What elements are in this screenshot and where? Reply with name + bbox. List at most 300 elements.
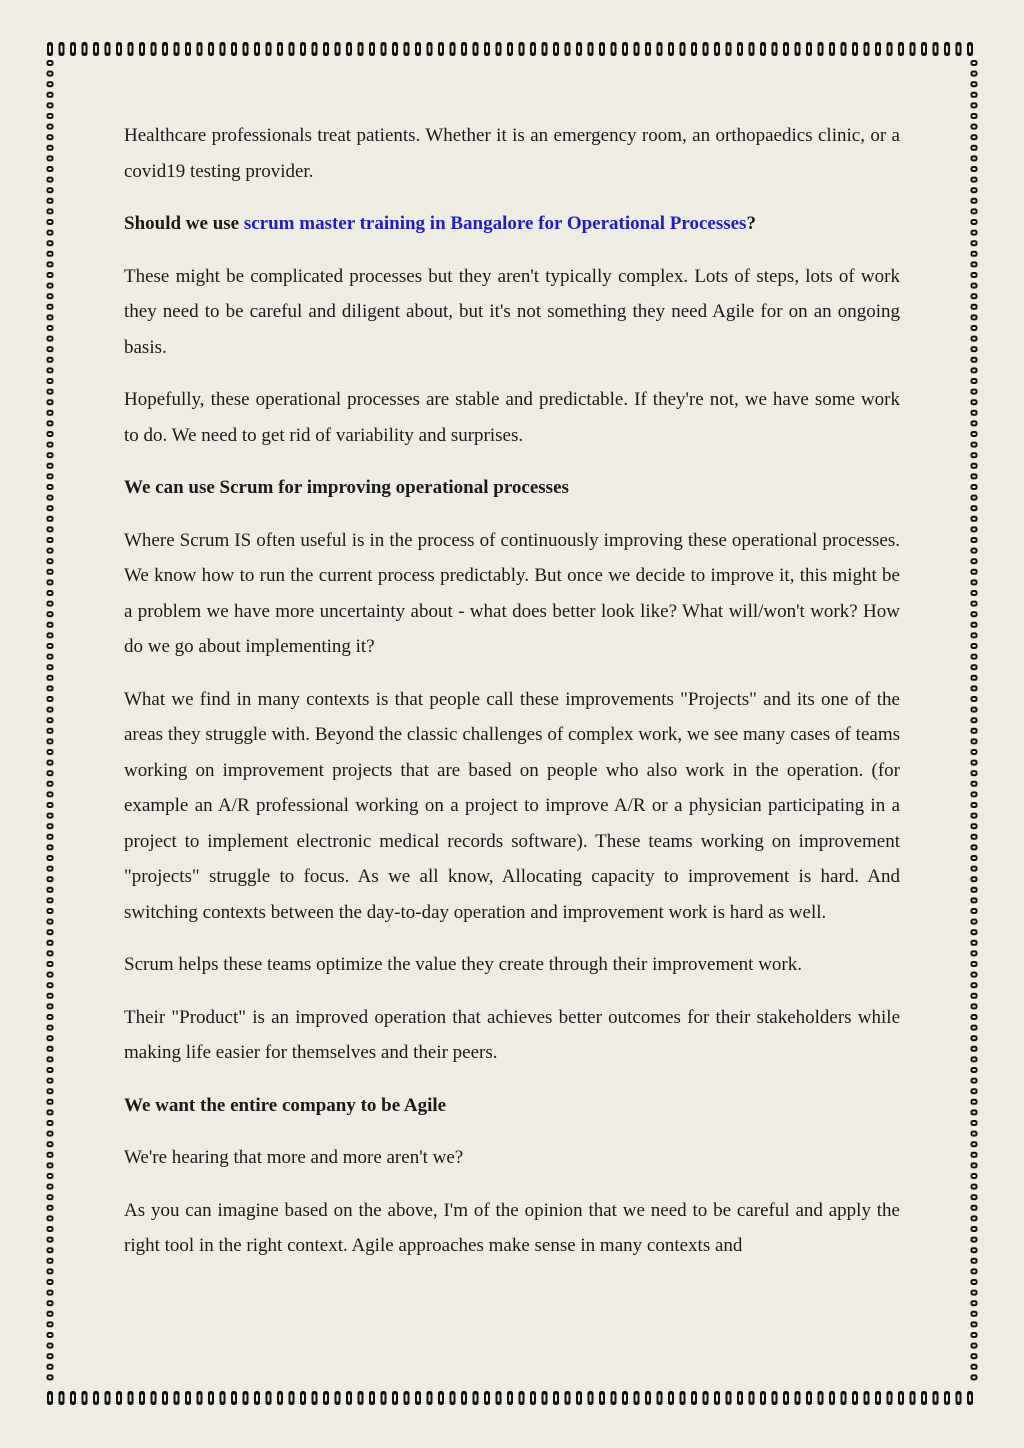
border-link: [47, 357, 54, 363]
border-link: [680, 1391, 686, 1405]
border-link: [971, 463, 978, 469]
border-link: [971, 696, 978, 702]
border-link: [737, 42, 743, 56]
border-link: [971, 293, 978, 299]
border-link: [254, 42, 260, 56]
border-link: [971, 982, 978, 988]
border-link: [47, 717, 54, 723]
border-link: [971, 1088, 978, 1094]
border-link: [289, 1391, 295, 1405]
border-link: [971, 304, 978, 310]
border-link: [507, 42, 513, 56]
border-link: [971, 866, 978, 872]
border-link: [967, 42, 973, 56]
border-link: [47, 293, 54, 299]
border-link: [82, 1391, 88, 1405]
border-link: [971, 961, 978, 967]
border-link: [971, 887, 978, 893]
border-link: [47, 802, 54, 808]
border-link: [971, 81, 978, 87]
border-link: [971, 908, 978, 914]
border-link: [47, 389, 54, 395]
border-link: [971, 1046, 978, 1052]
border-link: [47, 505, 54, 511]
border-link: [971, 1035, 978, 1041]
border-link: [971, 781, 978, 787]
border-link: [971, 198, 978, 204]
border-link: [47, 1056, 54, 1062]
border-link: [971, 346, 978, 352]
border-link: [971, 1321, 978, 1327]
border-link: [415, 1391, 421, 1405]
border-link: [174, 1391, 180, 1405]
border-link: [47, 145, 54, 151]
border-link: [484, 42, 490, 56]
border-link: [369, 42, 375, 56]
border-link: [971, 145, 978, 151]
paragraph: As you can imagine based on the above, I'm of the opinion that we need to be careful and apply the right tool in the right context. Agile approaches make sense in many contexts and: [124, 1199, 900, 1256]
border-link: [971, 791, 978, 797]
border-link: [47, 728, 54, 734]
border-link: [47, 611, 54, 617]
border-link: [971, 1364, 978, 1370]
border-link: [47, 1258, 54, 1264]
border-link: [47, 346, 54, 352]
border-link: [47, 1025, 54, 1031]
border-link: [703, 42, 709, 56]
border-link: [197, 1391, 203, 1405]
border-link: [703, 1391, 709, 1405]
paragraph: Hopefully, these operational processes are stable and predictable. If they're not, we have some work to do. We need to get rid of variability and surprises.: [124, 389, 900, 446]
border-link: [749, 42, 755, 56]
border-link: [971, 283, 978, 289]
border-link: [392, 1391, 398, 1405]
border-link: [795, 1391, 801, 1405]
border-link: [47, 738, 54, 744]
border-link: [47, 654, 54, 660]
border-link: [47, 378, 54, 384]
paragraph: Their "Product" is an improved operation that achieves better outcomes for their stakeholders while making life easier for themselves and their peers.: [124, 1006, 900, 1063]
border-link: [971, 760, 978, 766]
border-link: [47, 664, 54, 670]
border-link: [576, 42, 582, 56]
border-link: [971, 1109, 978, 1115]
border-link: [47, 261, 54, 267]
border-link: [971, 611, 978, 617]
border-link: [47, 71, 54, 77]
border-link: [971, 187, 978, 193]
border-link: [971, 919, 978, 925]
border-link: [47, 601, 54, 607]
border-link: [47, 134, 54, 140]
border-link: [971, 664, 978, 670]
border-link: [461, 1391, 467, 1405]
border-link: [47, 314, 54, 320]
border-link: [971, 1099, 978, 1105]
border-link: [47, 1194, 54, 1200]
border-link: [971, 844, 978, 850]
border-link: [47, 1237, 54, 1243]
border-link: [47, 1290, 54, 1296]
border-link: [266, 1391, 272, 1405]
border-link: [139, 1391, 145, 1405]
border-link: [542, 1391, 548, 1405]
border-link: [971, 219, 978, 225]
border-link: [47, 1014, 54, 1020]
border-link: [47, 897, 54, 903]
border-link: [47, 622, 54, 628]
border-link: [220, 42, 226, 56]
border-link: [47, 1215, 54, 1221]
border-link: [971, 707, 978, 713]
document-body: [124, 118, 900, 1281]
border-link: [772, 42, 778, 56]
border-link: [139, 42, 145, 56]
border-link: [47, 1035, 54, 1041]
border-link: [971, 325, 978, 331]
border-link: [47, 1311, 54, 1317]
border-link: [971, 1279, 978, 1285]
border-link: [47, 749, 54, 755]
border-link: [174, 42, 180, 56]
border-link: [47, 643, 54, 649]
border-link: [47, 410, 54, 416]
border-link: [599, 42, 605, 56]
border-link: [243, 1391, 249, 1405]
border-link: [576, 1391, 582, 1405]
border-link: [971, 834, 978, 840]
border-link: [971, 526, 978, 532]
border-link: [381, 1391, 387, 1405]
border-link: [47, 950, 54, 956]
border-link: [971, 442, 978, 448]
border-link: [971, 1014, 978, 1020]
border-link: [565, 1391, 571, 1405]
border-link: [971, 749, 978, 755]
border-link: [971, 230, 978, 236]
border-link: [47, 696, 54, 702]
border-link: [530, 1391, 536, 1405]
border-link: [971, 579, 978, 585]
border-link: [971, 473, 978, 479]
border-link: [323, 1391, 329, 1405]
border-bottom: [47, 1391, 973, 1405]
border-link: [93, 42, 99, 56]
border-link: [634, 42, 640, 56]
border-link: [47, 1099, 54, 1105]
border-link: [220, 1391, 226, 1405]
border-link: [875, 1391, 881, 1405]
border-link: [427, 1391, 433, 1405]
border-link: [864, 1391, 870, 1405]
border-link: [47, 813, 54, 819]
border-link: [795, 42, 801, 56]
border-link: [47, 177, 54, 183]
border-link: [898, 42, 904, 56]
border-link: [971, 389, 978, 395]
border-link: [588, 42, 594, 56]
border-link: [358, 42, 364, 56]
border-link: [971, 505, 978, 511]
border-link: [841, 1391, 847, 1405]
border-link: [47, 92, 54, 98]
border-link: [254, 1391, 260, 1405]
border-link: [971, 92, 978, 98]
border-link: [818, 42, 824, 56]
border-link: [47, 569, 54, 575]
border-link: [47, 632, 54, 638]
border-link: [47, 124, 54, 130]
border-link: [971, 1194, 978, 1200]
border-link: [519, 1391, 525, 1405]
border-link: [93, 1391, 99, 1405]
border-link: [47, 590, 54, 596]
border-link: [910, 1391, 916, 1405]
section-heading: We can use Scrum for improving operational processes: [124, 477, 569, 498]
border-link: [668, 42, 674, 56]
border-link: [128, 42, 134, 56]
border-link: [59, 1391, 65, 1405]
section-heading: We want the entire company to be Agile: [124, 1094, 447, 1116]
border-link: [105, 1391, 111, 1405]
border-link: [971, 357, 978, 363]
border-link: [47, 1109, 54, 1115]
border-link: [47, 770, 54, 776]
border-link: [47, 442, 54, 448]
paragraph: These might be complicated processes but they aren't typically complex. Lots of steps, lots of work they need to be careful and diligent about, but it's not something they need Agile for on an ongoing basis.: [124, 265, 900, 358]
border-link: [971, 897, 978, 903]
border-link: [956, 1391, 962, 1405]
border-link: [197, 42, 203, 56]
border-link: [47, 929, 54, 935]
border-link: [875, 42, 881, 56]
border-link: [829, 42, 835, 56]
border-link: [47, 399, 54, 405]
border-link: [898, 1391, 904, 1405]
border-link: [971, 558, 978, 564]
border-link: [971, 1215, 978, 1221]
border-link: [47, 42, 53, 56]
border-link: [841, 42, 847, 56]
border-link: [208, 1391, 214, 1405]
heading-text: ?: [746, 213, 756, 234]
border-link: [806, 42, 812, 56]
border-link: [772, 1391, 778, 1405]
border-link: [829, 1391, 835, 1405]
border-link: [47, 304, 54, 310]
border-link: [47, 760, 54, 766]
border-link: [971, 516, 978, 522]
border-link: [971, 770, 978, 776]
border-link: [289, 42, 295, 56]
border-link: [47, 1300, 54, 1306]
border-link: [47, 1046, 54, 1052]
border-link: [47, 1343, 54, 1349]
border-link: [634, 1391, 640, 1405]
border-link: [852, 1391, 858, 1405]
border-link: [971, 177, 978, 183]
border-link: [971, 367, 978, 373]
border-link: [47, 463, 54, 469]
training-link[interactable]: scrum master training in Bangalore for Operational Processes: [243, 213, 747, 234]
border-link: [519, 42, 525, 56]
border-link: [971, 378, 978, 384]
border-link: [47, 1162, 54, 1168]
heading-text: Should we use: [124, 213, 244, 234]
border-link: [553, 1391, 559, 1405]
border-link: [82, 42, 88, 56]
border-link: [369, 1391, 375, 1405]
border-link: [971, 431, 978, 437]
border-link: [243, 42, 249, 56]
border-link: [47, 1205, 54, 1211]
border-right: [971, 60, 978, 1380]
border-link: [231, 1391, 237, 1405]
border-link: [714, 42, 720, 56]
border-link: [116, 42, 122, 56]
border-link: [971, 601, 978, 607]
border-link: [971, 1374, 978, 1380]
border-link: [450, 1391, 456, 1405]
border-link: [151, 1391, 157, 1405]
border-link: [971, 1184, 978, 1190]
border-link: [277, 42, 283, 56]
border-link: [971, 632, 978, 638]
border-link: [971, 1078, 978, 1084]
border-link: [760, 42, 766, 56]
border-link: [312, 1391, 318, 1405]
border-link: [971, 929, 978, 935]
border-link: [971, 113, 978, 119]
border-link: [971, 1173, 978, 1179]
border-link: [622, 42, 628, 56]
border-link: [971, 452, 978, 458]
border-link: [335, 1391, 341, 1405]
border-link: [971, 1247, 978, 1253]
border-link: [323, 42, 329, 56]
border-link: [971, 855, 978, 861]
border-link: [496, 42, 502, 56]
border-link: [971, 802, 978, 808]
border-link: [47, 1078, 54, 1084]
border-link: [749, 1391, 755, 1405]
border-link: [47, 961, 54, 967]
border-link: [971, 420, 978, 426]
border-link: [611, 42, 617, 56]
border-link: [622, 1391, 628, 1405]
border-link: [47, 844, 54, 850]
border-top: [47, 42, 973, 56]
border-link: [971, 813, 978, 819]
border-link: [47, 102, 54, 108]
border-link: [971, 1332, 978, 1338]
border-link: [47, 1003, 54, 1009]
border-link: [484, 1391, 490, 1405]
border-link: [971, 643, 978, 649]
border-link: [47, 558, 54, 564]
border-link: [599, 1391, 605, 1405]
border-link: [971, 166, 978, 172]
paragraph: Scrum helps these teams optimize the value they create through their improvement work.: [124, 954, 802, 975]
border-link: [47, 219, 54, 225]
border-link: [971, 622, 978, 628]
border-link: [971, 60, 978, 66]
border-link: [404, 1391, 410, 1405]
border-link: [971, 261, 978, 267]
border-link: [47, 1268, 54, 1274]
border-link: [415, 42, 421, 56]
border-link: [208, 42, 214, 56]
border-link: [971, 495, 978, 501]
border-link: [473, 42, 479, 56]
border-link: [47, 187, 54, 193]
border-link: [438, 1391, 444, 1405]
border-link: [185, 1391, 191, 1405]
border-link: [47, 230, 54, 236]
border-link: [971, 1205, 978, 1211]
border-link: [47, 781, 54, 787]
border-link: [680, 42, 686, 56]
border-link: [47, 198, 54, 204]
border-link: [266, 42, 272, 56]
border-link: [887, 42, 893, 56]
border-link: [47, 908, 54, 914]
border-link: [971, 1268, 978, 1274]
border-link: [231, 42, 237, 56]
border-link: [553, 42, 559, 56]
border-link: [971, 399, 978, 405]
border-link: [921, 1391, 927, 1405]
border-link: [971, 728, 978, 734]
border-link: [921, 42, 927, 56]
border-link: [971, 950, 978, 956]
border-link: [971, 1025, 978, 1031]
border-link: [47, 272, 54, 278]
border-link: [47, 1088, 54, 1094]
border-link: [971, 1237, 978, 1243]
border-link: [971, 155, 978, 161]
border-link: [47, 834, 54, 840]
border-link: [542, 42, 548, 56]
border-link: [346, 1391, 352, 1405]
border-link: [691, 1391, 697, 1405]
border-link: [162, 1391, 168, 1405]
border-link: [47, 208, 54, 214]
border-link: [47, 791, 54, 797]
border-link: [47, 81, 54, 87]
border-link: [971, 1311, 978, 1317]
border-link: [47, 484, 54, 490]
border-link: [450, 42, 456, 56]
paragraph: What we find in many contexts is that people call these improvements "Projects" and its one of the areas they struggle with. Beyond the classic challenges of complex work, we see many cases of teams working on improvement projects that are based on people who also work in the operation. (for example an A/R professional working on a project to improve A/R or a physician participating in a project to implement electronic medical records software). These teams working on improvement "projects" struggle to focus. As we all know, Allocating capacity to improvement is hard. And switching contexts between the day-to-day operation and improvement work is hard as well.: [124, 688, 900, 923]
border-link: [971, 71, 978, 77]
border-link: [971, 410, 978, 416]
border-link: [726, 1391, 732, 1405]
border-link: [47, 1321, 54, 1327]
border-link: [657, 42, 663, 56]
border-link: [971, 1290, 978, 1296]
border-link: [47, 537, 54, 543]
border-link: [971, 1141, 978, 1147]
border-link: [971, 124, 978, 130]
paragraph: We're hearing that more and more aren't we?: [124, 1147, 464, 1168]
border-link: [47, 60, 54, 66]
border-link: [496, 1391, 502, 1405]
border-link: [47, 1391, 53, 1405]
border-link: [971, 685, 978, 691]
border-link: [47, 113, 54, 119]
section-heading: [124, 206, 900, 242]
